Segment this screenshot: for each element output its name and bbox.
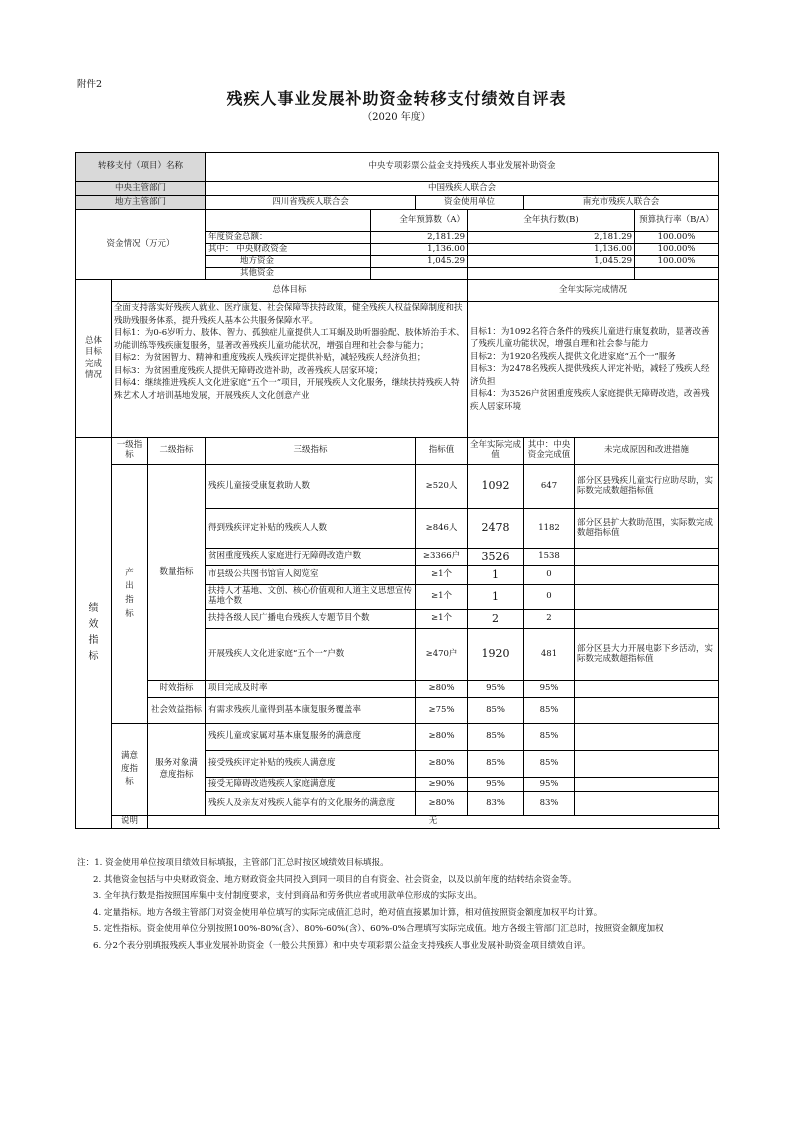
h-actual: 全年实际完成值 bbox=[468, 438, 524, 465]
local-dept-label: 地方主管部门 bbox=[76, 196, 206, 210]
actual-text: 目标1：为1092名符合条件的残疾儿童进行康复救助，显著改善了残疾儿童功能状况，增强自理和社会参与能力 目标2：为1920名残疾人提供文化进家庭“五个一”服务 目标3：为2478名残疾人提供残疾人评定补贴，减轻了残疾人经济负担 目标4：为3526户贫困重度残疾人家庭提供无障碍改造，改善残疾人居家环境 bbox=[468, 302, 719, 438]
h-level3: 三级指标 bbox=[206, 438, 416, 465]
goals-text: 全面支持落实好残疾人就业、医疗康复、社会保障等扶持政策，健全残疾人权益保障制度和扶残助残服务体系，提升残疾人基本公共服务保障水平。 目标1：为0-6岁听力、肢体、智力、孤独症儿童提供人工耳蜗及助听器验配、肢体矫治手术、功能训练等残疾康复服务，显著改善残疾儿童功能状况，增强自理和社会参与能力； 目标2：为贫困智力、精神和重度残疾人残疾评定提供补贴，减轻残疾人经济负担； 目标3：为贫困重度残疾人提供无障碍改造补助，改善残疾人居家环境； 目标4：继续推进残疾人文化进家庭“五个一”项目，开展残疾人文化服务，继续扶持残疾人特殊艺术人才培训基地发展，开展残疾人文化创意产业 bbox=[112, 302, 468, 438]
note-line: 2. 其他资金包括与中央财政资金、地方财政资金共同投入到同一项目的自有资金、社会资金，以及以前年度的结转结余资金等。 bbox=[93, 874, 577, 885]
funds-row: 其中： 中央财政资金 1,136.00 1,136.00 100.00% bbox=[76, 244, 719, 256]
year-label: （2020 年度） bbox=[362, 112, 431, 123]
h-target: 指标值 bbox=[416, 438, 468, 465]
service-label: 服务对象满意度指标 bbox=[148, 724, 206, 816]
time-label: 时效指标 bbox=[148, 681, 206, 698]
table-row: 市县级公共图书馆盲人阅览室 ≥1个 1 0 bbox=[76, 566, 719, 585]
fund-unit-label: 资金使用单位 bbox=[416, 196, 524, 210]
central-dept-label: 中央主管部门 bbox=[76, 182, 206, 196]
quantity-label: 数量指标 bbox=[148, 465, 206, 681]
project-name-label: 转移支付（项目）名称 bbox=[76, 153, 206, 182]
central-dept-value: 中国残疾人联合会 bbox=[206, 182, 719, 196]
h-reason: 未完成原因和改进措施 bbox=[575, 438, 719, 465]
goals-col-goal: 总体目标 bbox=[112, 280, 468, 302]
funds-row: 其他资金 bbox=[76, 268, 719, 280]
perf-label: 绩效指标 bbox=[76, 438, 112, 829]
funds-row: 年度资金总额： 2,181.29 2,181.29 100.00% bbox=[76, 232, 719, 244]
table-row: 接受残疾评定补贴的残疾人满意度 ≥80% 85% 85% bbox=[76, 751, 719, 778]
note-line: 注：1. 资金使用单位按项目绩效目标填报，主管部门汇总时按区域绩效目标填报。 bbox=[77, 858, 389, 868]
funds-col-budget: 全年预算数（A） bbox=[371, 210, 468, 232]
table-row: 时效指标 项目完成及时率 ≥80% 95% 95% bbox=[76, 681, 719, 698]
h-central: 其中：中央资金完成值 bbox=[524, 438, 575, 465]
output-label: 产出指标 bbox=[112, 465, 148, 724]
table-row: 贫困重度残疾人家庭进行无障碍改造户数 ≥3366户 3526 1538 bbox=[76, 549, 719, 566]
table-row: 接受无障碍改造残疾人家庭满意度 ≥90% 95% 95% bbox=[76, 778, 719, 792]
table-row: 社会效益指标 有需求残疾儿童得到基本康复服务覆盖率 ≥75% 85% 85% bbox=[76, 698, 719, 724]
table-row: 得到残疾评定补贴的残疾人人数 ≥846人 2478 1182 部分区县扩大救助范围，实际数完成数超指标值 bbox=[76, 509, 719, 549]
note-line: 6. 分2个表分别填报残疾人事业发展补助资金（一般公共预算）和中央专项彩票公益金支持残疾人事业发展补助资金项目绩效自评。 bbox=[93, 940, 591, 951]
attachment-label: 附件2 bbox=[77, 79, 103, 90]
table-row: 扶持各级人民广播电台残疾人专题节目个数 ≥1个 2 2 bbox=[76, 610, 719, 629]
fund-unit-value: 南充市残疾人联合会 bbox=[524, 196, 719, 210]
table-row: 残疾人及亲友对残疾人能享有的文化服务的满意度 ≥80% 83% 83% bbox=[76, 792, 719, 816]
note-line: 4. 定量指标。地方各级主管部门对资金使用单位填写的实际完成值汇总时，绝对值直接累加计算，相对值按照资金额度加权平均计算。 bbox=[93, 907, 603, 918]
note-line: 5. 定性指标。资金使用单位分别按照100%-80%(含）、80%-60%(含）、60%-0%合理填写实际完成值。地方各级主管部门汇总时，按照资金额度加权 bbox=[93, 924, 664, 934]
funds-label: 资金情况（万元） bbox=[76, 210, 206, 280]
notes bbox=[77, 855, 727, 954]
table-row: 产出指标 数量指标 残疾儿童接受康复救助人数 ≥520人 1092 647 部分区县残疾儿童实行应助尽助，实际数完成数超指标值 bbox=[76, 465, 719, 509]
funds-row: 地方资金 1,045.29 1,045.29 100.00% bbox=[76, 256, 719, 268]
table-row: 开展残疾人文化进家庭“五个一”户数 ≥470户 1920 481 部分区县大力开展电影下乡活动，实际数完成数超指标值 bbox=[76, 629, 719, 681]
table-row: 满意度指标 服务对象满意度指标 残疾儿童或家属对基本康复服务的满意度 ≥80% 85% 85% bbox=[76, 724, 719, 751]
remarks-label: 说明 bbox=[112, 816, 148, 829]
evaluation-table bbox=[75, 152, 719, 829]
h-level2: 二级指标 bbox=[148, 438, 206, 465]
funds-col-rate: 预算执行率（B/A） bbox=[635, 210, 719, 232]
h-level1: 一级指标 bbox=[112, 438, 148, 465]
remarks-value: 无 bbox=[148, 816, 719, 829]
social-label: 社会效益指标 bbox=[148, 698, 206, 724]
project-name-value: 中央专项彩票公益金支持残疾人事业发展补助资金 bbox=[206, 153, 719, 182]
funds-col-exec: 全年执行数(B) bbox=[468, 210, 635, 232]
goals-label: 总体目标完成情况 bbox=[76, 280, 112, 438]
note-line: 3. 全年执行数是指按照国库集中支付制度要求，支付到商品和劳务供应者或用款单位形成的实际支出。 bbox=[93, 891, 483, 901]
table-row: 扶持人才基地、文创、核心价值观和人道主义思想宣传基地个数 ≥1个 1 0 bbox=[76, 585, 719, 610]
page-title: 残疾人事业发展补助资金转移支付绩效自评表 bbox=[226, 89, 567, 108]
satisfaction-label: 满意度指标 bbox=[112, 724, 148, 816]
local-dept-value: 四川省残疾人联合会 bbox=[206, 196, 416, 210]
goals-col-actual: 全年实际完成情况 bbox=[468, 280, 719, 302]
